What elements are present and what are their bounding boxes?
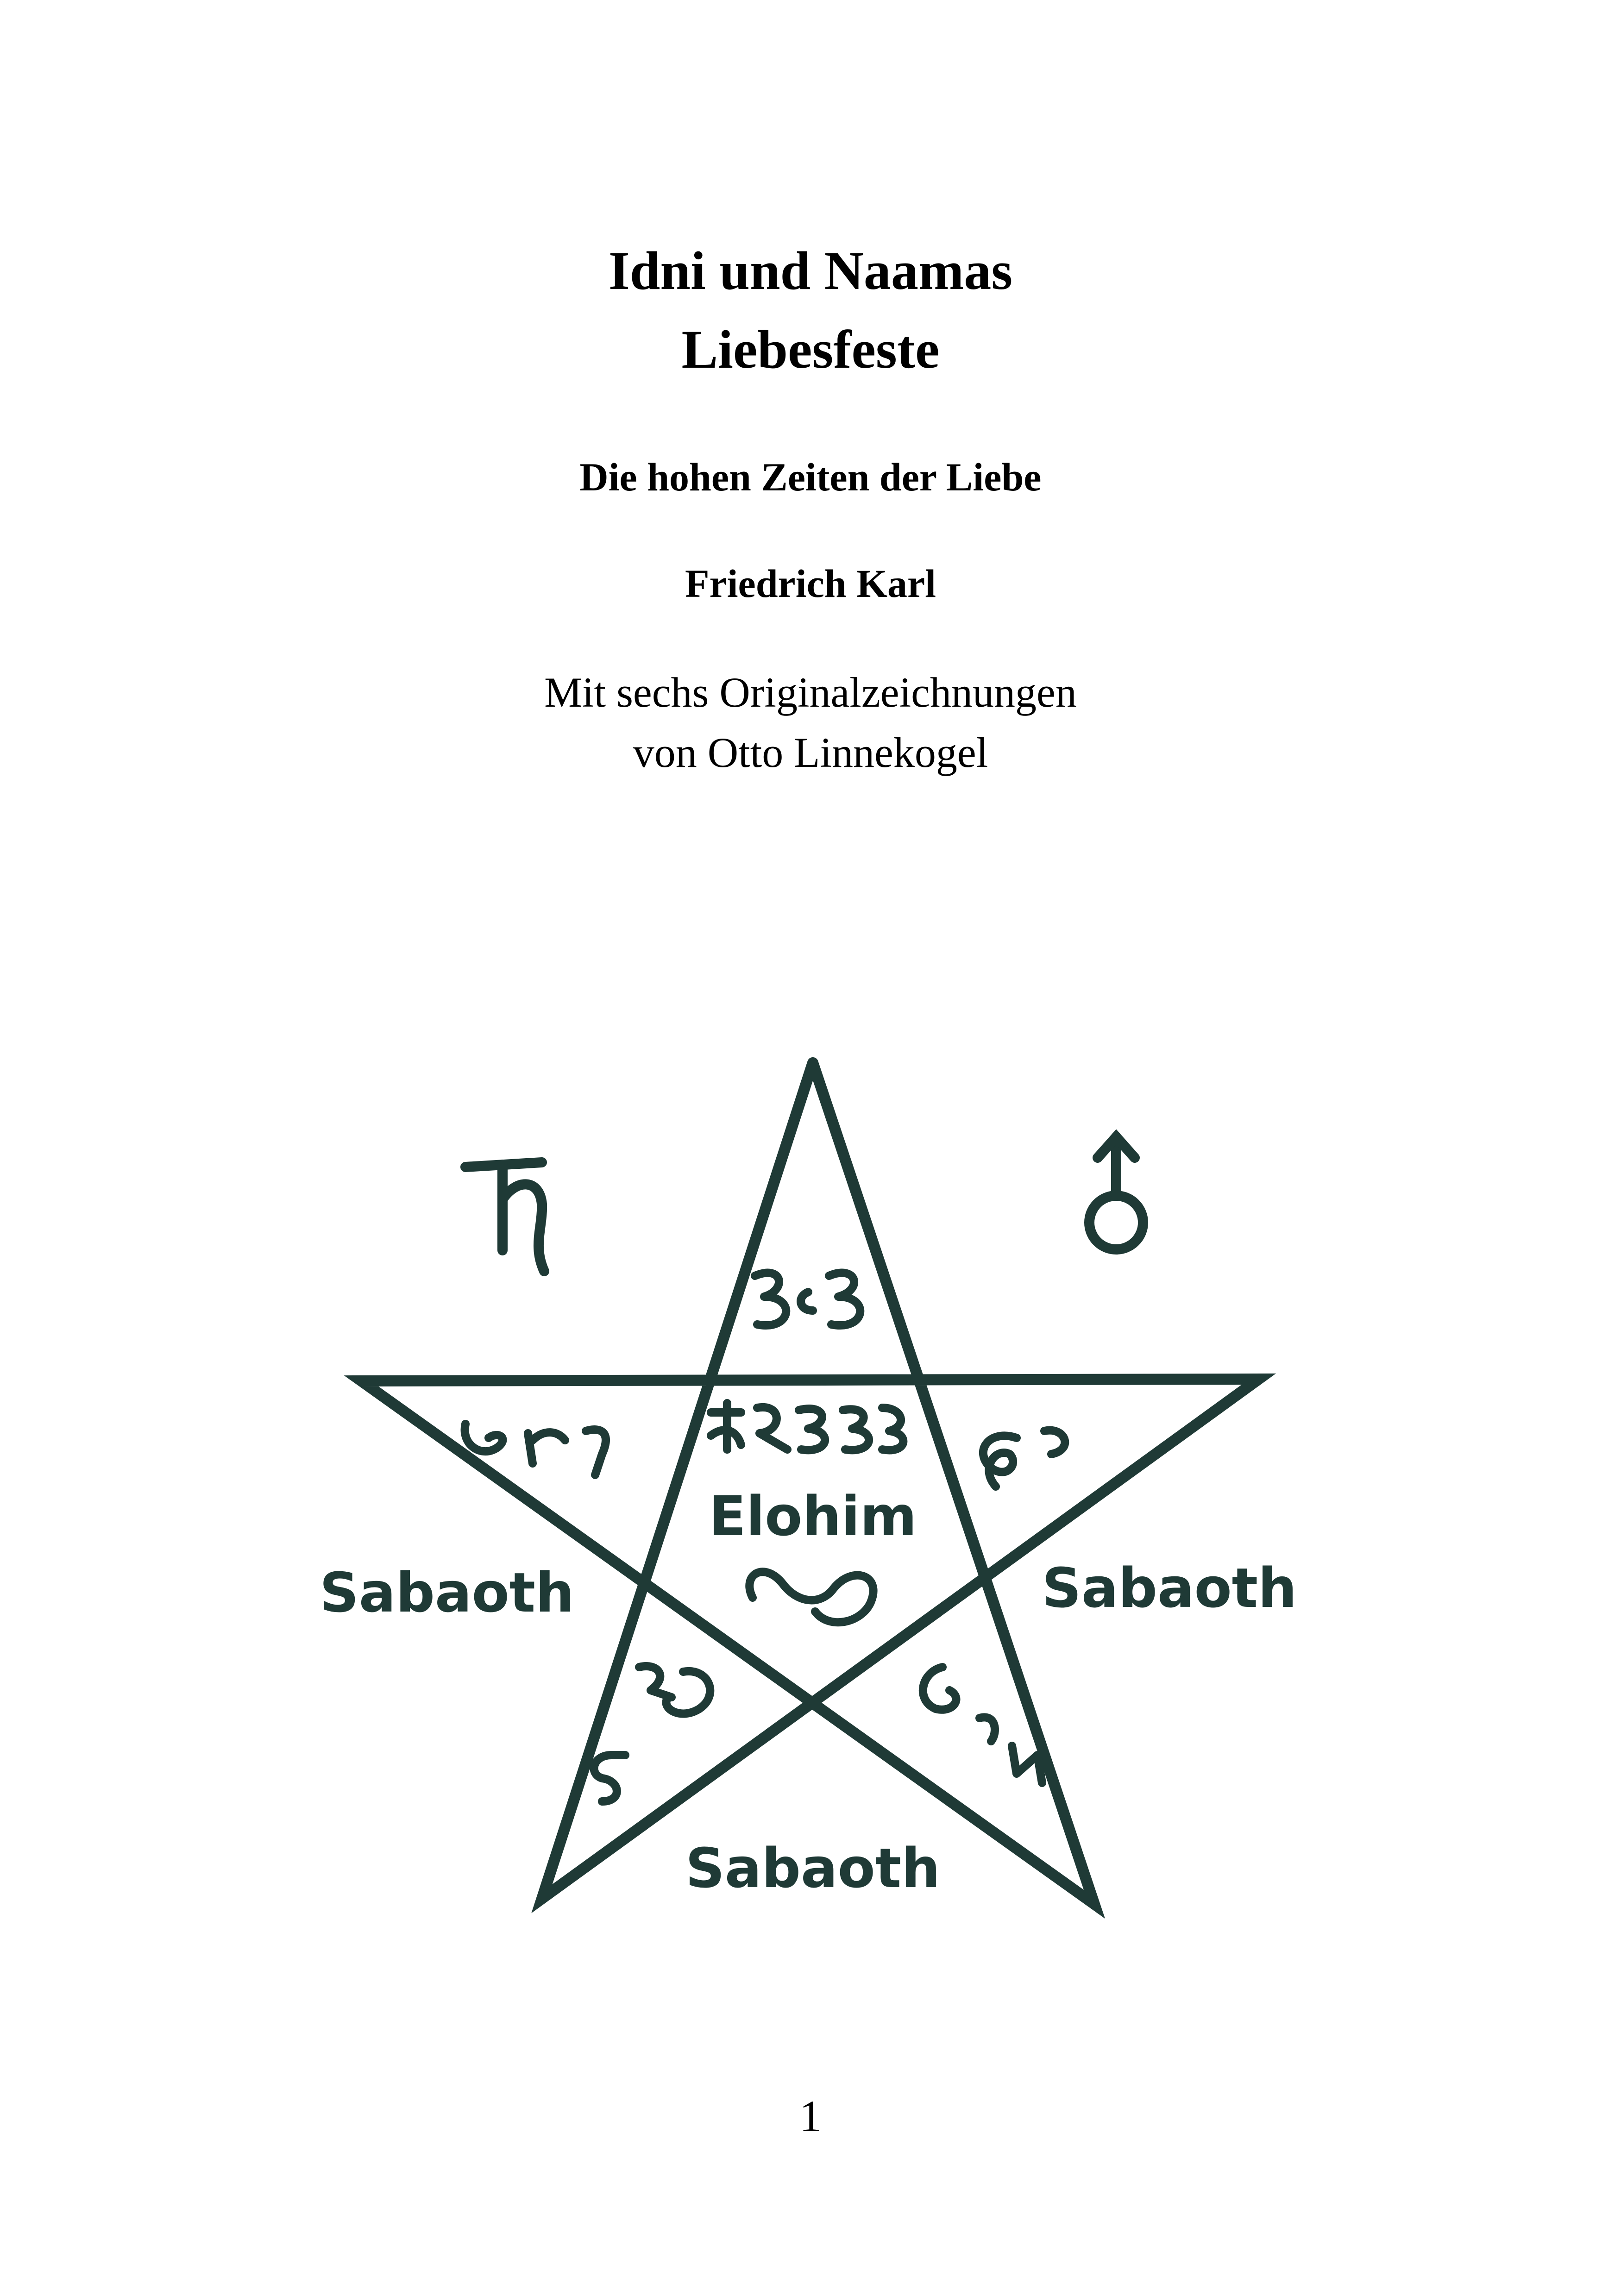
glyph-lower-left-icon [594,1666,710,1801]
saturn-symbol-icon [465,1162,544,1271]
glyph-left-arm-icon [465,1424,606,1475]
book-title-line-1: Idni und Naamas [608,240,1013,301]
illustration-credit-line-2: von Otto Linnekogel [633,729,988,776]
illustration-credit-line-1: Mit sechs Originalzeichnungen [544,669,1077,716]
book-title-line-2: Liebesfeste [681,319,940,380]
pentagram-right-label: Sabaoth [1042,1556,1297,1620]
pentagram-star [361,1063,1259,1904]
glyph-right-arm-icon [983,1430,1065,1487]
book-subtitle: Die hohen Zeiten der Liebe [579,455,1042,499]
pentagram-bottom-label: Sabaoth [685,1836,941,1900]
pentagram-center-label: Elohim [709,1484,917,1548]
author-name: Friedrich Karl [685,561,936,606]
glyph-lower-right-icon [923,1667,1042,1783]
glyph-center-swirl-icon [749,1572,873,1622]
pentagram-left-label: Sabaoth [319,1561,575,1625]
page-number: 1 [799,2091,822,2141]
glyph-top-icon [755,1273,860,1325]
glyph-center-top-icon [711,1403,903,1450]
mars-symbol-icon [1089,1137,1143,1249]
